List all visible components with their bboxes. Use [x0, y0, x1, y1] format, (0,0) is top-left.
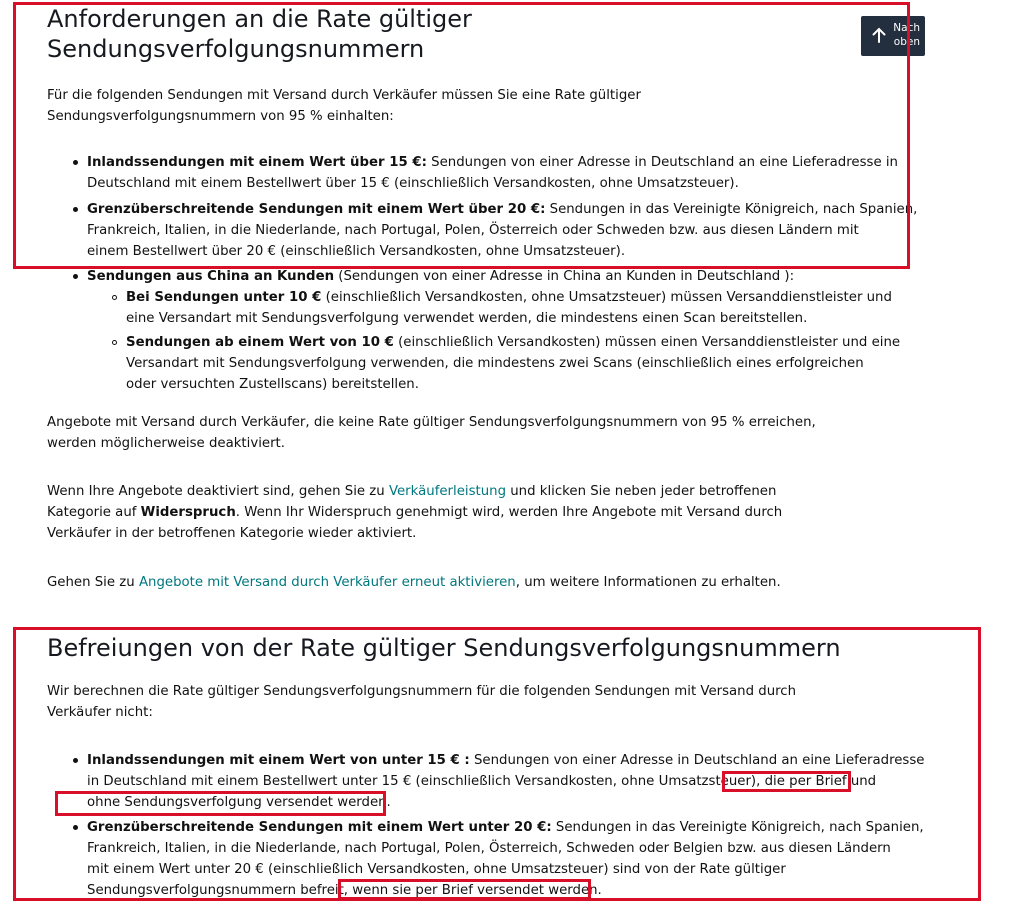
sub-list-item-text: (einschließlich Versandkosten, ohne Umsatzsteuer) müssen Versanddienstleister und: [321, 290, 892, 305]
reactivate-listings-link[interactable]: Angebote mit Versand durch Verkäufer erneut aktivieren: [138, 575, 516, 590]
paragraph-text: , um weitere Informationen zu erhalten.: [515, 575, 781, 590]
back-to-top-label-line2: oben: [893, 36, 920, 48]
paragraph-line: werden möglicherweise deaktiviert.: [47, 436, 285, 451]
sub-list-item-title: Sendungen ab einem Wert von 10 €: [126, 335, 394, 350]
paragraph-text: Wenn Ihre Angebote deaktiviert sind, gehen Sie zu: [47, 484, 389, 499]
highlighted-text: die per Brief und: [760, 774, 877, 789]
list-item: [87, 199, 917, 262]
paragraph-line: Angebote mit Versand durch Verkäufer, die keine Rate gültiger Sendungsverfolgungsnummern von 95 % erreichen,: [47, 415, 816, 430]
sub-list-item-text: oder versuchten Zustellscans) bereitstellen.: [126, 377, 419, 392]
list-item: [87, 750, 924, 813]
list-item-text: einem Bestellwert über 20 € (einschließlich Versandkosten, ohne Umsatzsteuer).: [87, 244, 626, 259]
list-item-text: Frankreich, Italien, in die Niederlande, nach Portugal, Polen, Österreich, Schweden oder Belgien bzw. aus diesen Ländern: [87, 841, 891, 856]
section-title-exemptions: Befreiungen von der Rate gültiger Sendungsverfolgungsnummern: [47, 634, 841, 662]
appeal-label: Widerspruch: [140, 505, 236, 520]
list-item-text: (Sendungen von einer Adresse in China an Kunden in Deutschland ):: [334, 269, 795, 284]
intro-line: Wir berechnen die Rate gültiger Sendungsverfolgungsnummern für die folgenden Sendungen mit Versand durch: [47, 684, 797, 699]
list-bullet: [73, 758, 78, 763]
list-item-text: Sendungen in das Vereinigte Königreich, nach Spanien,: [551, 820, 924, 835]
arrow-up-icon: [870, 26, 888, 44]
list-item-title: Inlandssendungen mit einem Wert über 15 €:: [87, 155, 427, 170]
list-item-text: Sendungen in das Vereinigte Königreich, nach Spanien,: [545, 202, 918, 217]
list-item-text: Deutschland mit einem Bestellwert über 15 € (einschließlich Versandkosten, ohne Umsatzsteuer).: [87, 176, 739, 191]
seller-performance-link[interactable]: Verkäuferleistung: [388, 484, 507, 499]
list-item-text: Frankreich, Italien, in die Niederlande, nach Portugal, Polen, Österreich oder Schweden bzw. aus diesen Ländern mit: [87, 223, 859, 238]
list-bullet: [73, 825, 78, 830]
intro-line: Sendungsverfolgungsnummern von 95 % einhalten:: [47, 109, 394, 124]
sub-list-item: [126, 287, 892, 329]
highlighted-text: wenn sie per Brief versendet werden.: [348, 883, 602, 898]
sub-list-item-text: eine Versandart mit Sendungsverfolgung verwendet werden, die mindestens einen Scan bereitstellen.: [126, 311, 808, 326]
sub-list-bullet: [112, 340, 117, 345]
list-bullet: [73, 207, 78, 212]
list-item-text: mit einem Wert unter 20 € (einschließlich Versandkosten, ohne Umsatzsteuer) sind von der Rate gültiger: [87, 862, 786, 877]
paragraph-text: Gehen Sie zu: [47, 575, 139, 590]
sub-list-item-text: (einschließlich Versandkosten) müssen einen Versanddienstleister und eine: [393, 335, 901, 350]
highlighted-text: ohne Sendungsverfolgung versendet werden.: [87, 795, 391, 810]
intro-paragraph: [47, 681, 796, 723]
list-item: [87, 266, 794, 287]
back-to-top-label-line1: Nach: [893, 22, 920, 34]
sub-list-item-title: Bei Sendungen unter 10 €: [126, 290, 322, 305]
list-item-text: Sendungsverfolgungsnummern befreit,: [87, 883, 349, 898]
list-item: [87, 152, 898, 194]
intro-line: Für die folgenden Sendungen mit Versand durch Verkäufer müssen Sie eine Rate gültiger: [47, 88, 641, 103]
paragraph-text: Verkäufer in der betroffenen Kategorie wieder aktiviert.: [47, 526, 417, 541]
list-item-title: Grenzüberschreitende Sendungen mit einem Wert über 20 €:: [87, 202, 546, 217]
list-item-title: Sendungen aus China an Kunden: [87, 269, 335, 284]
paragraph-text: . Wenn Ihr Widerspruch genehmigt wird, werden Ihre Angebote mit Versand durch: [235, 505, 783, 520]
back-to-top-button[interactable]: [861, 16, 925, 56]
list-item: [87, 817, 924, 901]
reactivate-paragraph: [47, 572, 781, 593]
list-item-text: Sendungen von einer Adresse in Deutschland an eine Lieferadresse in: [426, 155, 898, 170]
deactivation-paragraph: [47, 412, 816, 454]
sub-list-bullet: [112, 295, 117, 300]
list-item-text: Sendungen von einer Adresse in Deutschland an eine Lieferadresse: [469, 753, 925, 768]
section-title-requirements: [47, 4, 472, 64]
list-item-text: in Deutschland mit einem Bestellwert unter 15 € (einschließlich Versandkosten, ohne Umsatzsteuer),: [87, 774, 761, 789]
sub-list-item: [126, 332, 900, 395]
paragraph-text: und klicken Sie neben jeder betroffenen: [506, 484, 777, 499]
section-title-line: Sendungsverfolgungsnummern: [47, 35, 425, 63]
list-bullet: [73, 274, 78, 279]
paragraph-text: Kategorie auf: [47, 505, 141, 520]
appeal-paragraph: [47, 481, 782, 544]
sub-list-item-text: Versandart mit Sendungsverfolgung verwenden, die mindestens zwei Scans (einschließlich eines erfolgreichen: [126, 356, 864, 371]
back-to-top-label: [888, 21, 920, 49]
intro-paragraph: [47, 85, 641, 127]
intro-line: Verkäufer nicht:: [47, 705, 153, 720]
section-title-line: Anforderungen an die Rate gültiger: [47, 5, 472, 33]
list-item-title: Grenzüberschreitende Sendungen mit einem Wert unter 20 €:: [87, 820, 552, 835]
list-bullet: [73, 160, 78, 165]
list-item-title: Inlandssendungen mit einem Wert von unter 15 € :: [87, 753, 470, 768]
